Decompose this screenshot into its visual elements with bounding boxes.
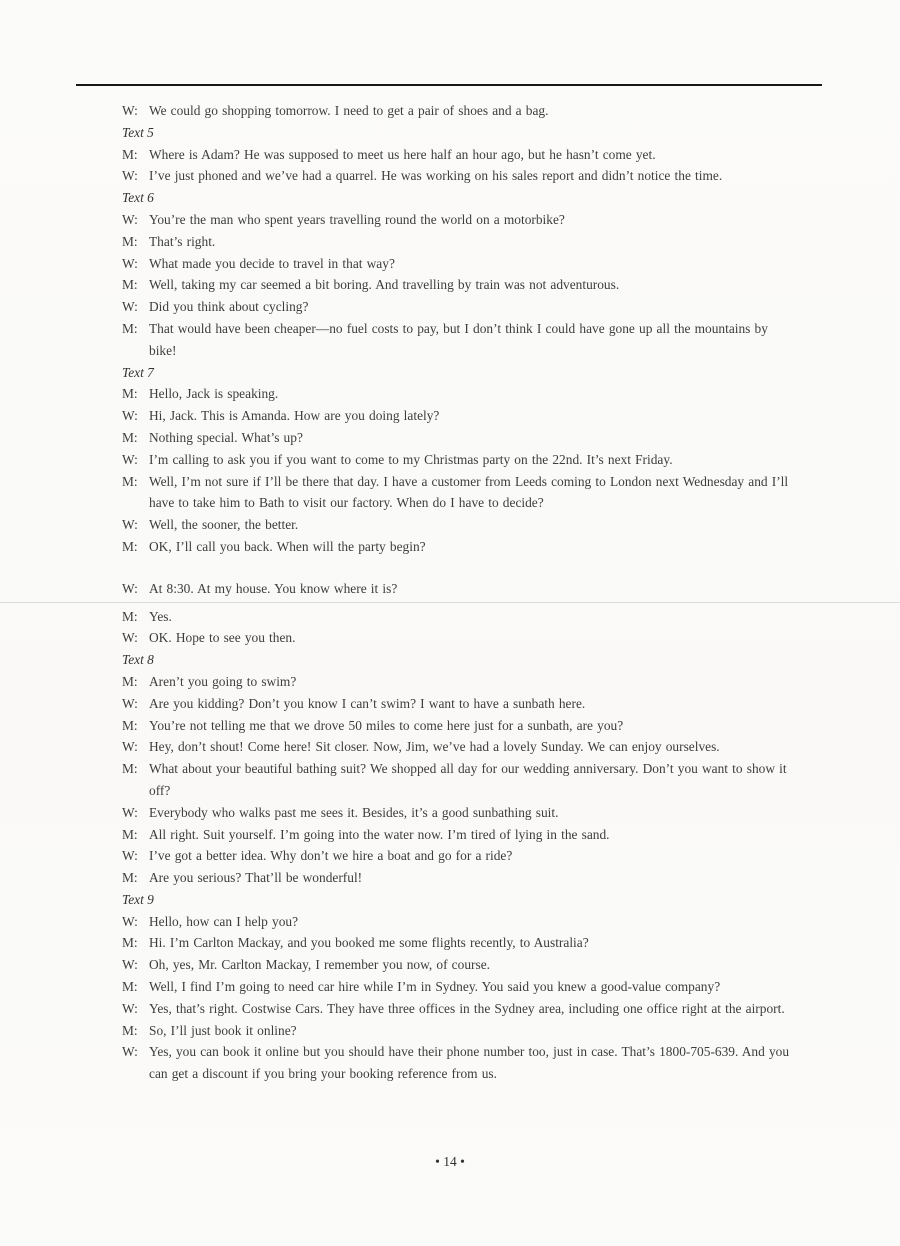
utterance-text: I’ve just phoned and we’ve had a quarrel. He was working on his sales report and didn’t notice the time.: [149, 168, 723, 184]
speaker-label: W:: [122, 211, 138, 227]
dialogue-line: [122, 693, 798, 715]
dialogue-line: [122, 1020, 798, 1042]
utterance-text: Hello, Jack is speaking.: [149, 386, 279, 402]
dialogue-line: [122, 606, 798, 628]
scan-divider: [0, 602, 900, 603]
dialogue-line: [122, 274, 798, 296]
utterance-text: I’m calling to ask you if you want to come to my Christmas party on the 22nd. It’s next Friday.: [149, 451, 673, 467]
speaker-label: W:: [122, 739, 138, 755]
utterance-text: Nothing special. What’s up?: [149, 429, 303, 445]
utterance-text: Aren’t you going to swim?: [149, 673, 297, 689]
speaker-label: W:: [122, 168, 138, 184]
dialogue-line: [122, 578, 798, 600]
speaker-label: W:: [122, 255, 138, 271]
dialogue-line: [122, 824, 798, 846]
speaker-label: W:: [122, 580, 138, 596]
dialogue-line: [122, 144, 798, 166]
dialogue-line: [122, 867, 798, 889]
speaker-label: M:: [122, 673, 138, 689]
utterance-text: Yes, you can book it online but you should have their phone number too, just in case. That’s 1800-705-639. And you can get a discount if you bring your booking reference from us.: [149, 1044, 790, 1082]
dialogue-line: [122, 736, 798, 758]
speaker-label: M:: [122, 320, 138, 336]
dialogue-line: [122, 932, 798, 954]
speaker-label: M:: [122, 429, 138, 445]
speaker-label: W:: [122, 804, 138, 820]
speaker-label: W:: [122, 1044, 138, 1060]
utterance-text: Well, I’m not sure if I’ll be there that day. I have a customer from Leeds coming to London next Wednesday and I’ll have to take him to Bath to visit our factory. When do I have to decide?: [149, 473, 789, 511]
utterance-text: You’re not telling me that we drove 50 miles to come here just for a sunbath, are you?: [149, 717, 624, 733]
speaker-label: M:: [122, 826, 138, 842]
speaker-label: W:: [122, 408, 138, 424]
dialogue-line: [122, 998, 798, 1020]
utterance-text: Did you think about cycling?: [149, 299, 309, 315]
speaker-label: M:: [122, 1022, 138, 1038]
utterance-text: At 8:30. At my house. You know where it is?: [149, 580, 398, 596]
text-section-heading: Text 5: [122, 124, 154, 140]
dialogue-line: [122, 405, 798, 427]
speaker-label: W:: [122, 630, 138, 646]
speaker-label: M:: [122, 277, 138, 293]
dialogue-line: [122, 296, 798, 318]
speaker-label: M:: [122, 761, 138, 777]
text-section-heading: Text 9: [122, 891, 154, 907]
dialogue-line: [122, 165, 798, 187]
utterance-text: Hey, don’t shout! Come here! Sit closer. Now, Jim, we’ve had a lovely Sunday. We can enjoy ourselves.: [149, 739, 720, 755]
speaker-label: W:: [122, 913, 138, 929]
dialogue-line: [122, 715, 798, 737]
utterance-text: You’re the man who spent years travelling round the world on a motorbike?: [149, 211, 565, 227]
dialogue-line: [122, 671, 798, 693]
utterance-text: Are you serious? That’ll be wonderful!: [149, 870, 363, 886]
dialogue-line: [122, 253, 798, 275]
utterance-text: We could go shopping tomorrow. I need to get a pair of shoes and a bag.: [149, 103, 549, 118]
speaker-label: W:: [122, 957, 138, 973]
dialogue-line: [122, 383, 798, 405]
utterance-text: That’s right.: [149, 233, 216, 249]
utterance-text: Are you kidding? Don’t you know I can’t swim? I want to have a sunbath here.: [149, 695, 586, 711]
top-rule: [76, 84, 822, 86]
dialogue-line: [122, 318, 798, 362]
utterance-text: Well, taking my car seemed a bit boring. And travelling by train was not adventurous.: [149, 277, 620, 293]
text-section-heading: Text 8: [122, 652, 154, 668]
utterance-text: Hi, Jack. This is Amanda. How are you doing lately?: [149, 408, 440, 424]
speaker-label: W:: [122, 848, 138, 864]
speaker-label: W:: [122, 451, 138, 467]
speaker-label: W:: [122, 517, 138, 533]
speaker-label: M:: [122, 608, 138, 624]
dialogue-line: [122, 758, 798, 802]
utterance-text: Hi. I’m Carlton Mackay, and you booked me some flights recently, to Australia?: [149, 935, 589, 951]
utterance-text: Oh, yes, Mr. Carlton Mackay, I remember you now, of course.: [149, 957, 490, 973]
speaker-label: M:: [122, 717, 138, 733]
utterance-text: Yes.: [149, 608, 172, 624]
text-section-heading: Text 7: [122, 364, 154, 380]
utterance-text: OK. Hope to see you then.: [149, 630, 296, 646]
dialogue-line: [122, 845, 798, 867]
dialogue-line: [122, 427, 798, 449]
utterance-text: OK, I’ll call you back. When will the party begin?: [149, 538, 426, 554]
dialogue-line: [122, 1041, 798, 1085]
transcript: [122, 100, 798, 1085]
utterance-text: Everybody who walks past me sees it. Besides, it’s a good sunbathing suit.: [149, 804, 559, 820]
speaker-label: M:: [122, 473, 138, 489]
dialogue-line: [122, 471, 798, 515]
speaker-label: W:: [122, 1000, 138, 1016]
dialogue-line: [122, 514, 798, 536]
speaker-label: M:: [122, 979, 138, 995]
speaker-label: W:: [122, 695, 138, 711]
dialogue-line: [122, 976, 798, 998]
dialogue-line: [122, 449, 798, 471]
dialogue-line: [122, 911, 798, 933]
speaker-label: M:: [122, 233, 138, 249]
dialogue-line: [122, 100, 798, 122]
utterance-text: So, I’ll just book it online?: [149, 1022, 297, 1038]
utterance-text: Hello, how can I help you?: [149, 913, 299, 929]
utterance-text: That would have been cheaper—no fuel costs to pay, but I don’t think I could have gone up all the mountains by bike!: [149, 320, 768, 358]
utterance-text: Well, I find I’m going to need car hire while I’m in Sydney. You said you knew a good-value company?: [149, 979, 721, 995]
utterance-text: Where is Adam? He was supposed to meet us here half an hour ago, but he hasn’t come yet.: [149, 146, 656, 162]
dialogue-line: [122, 231, 798, 253]
utterance-text: What about your beautiful bathing suit? We shopped all day for our wedding anniversary. Don’t you want to show it off?: [149, 761, 787, 798]
dialogue-line: [122, 954, 798, 976]
utterance-text: What made you decide to travel in that way?: [149, 255, 395, 271]
dialogue-line: [122, 536, 798, 558]
dialogue-line: [122, 802, 798, 824]
dialogue-line: [122, 627, 798, 649]
speaker-label: W:: [122, 299, 138, 315]
utterance-text: All right. Suit yourself. I’m going into the water now. I’m tired of lying in the sand.: [149, 826, 610, 842]
text-section-heading: Text 6: [122, 190, 154, 206]
utterance-text: Well, the sooner, the better.: [149, 517, 299, 533]
utterance-text: I’ve got a better idea. Why don’t we hire a boat and go for a ride?: [149, 848, 513, 864]
speaker-label: M:: [122, 935, 138, 951]
speaker-label: W:: [122, 103, 138, 118]
page-number: • 14 •: [435, 1154, 465, 1169]
speaker-label: M:: [122, 538, 138, 554]
utterance-text: Yes, that’s right. Costwise Cars. They have three offices in the Sydney area, including one office right at the airport.: [149, 1000, 785, 1016]
speaker-label: M:: [122, 870, 138, 886]
speaker-label: M:: [122, 146, 138, 162]
speaker-label: M:: [122, 386, 138, 402]
dialogue-line: [122, 209, 798, 231]
